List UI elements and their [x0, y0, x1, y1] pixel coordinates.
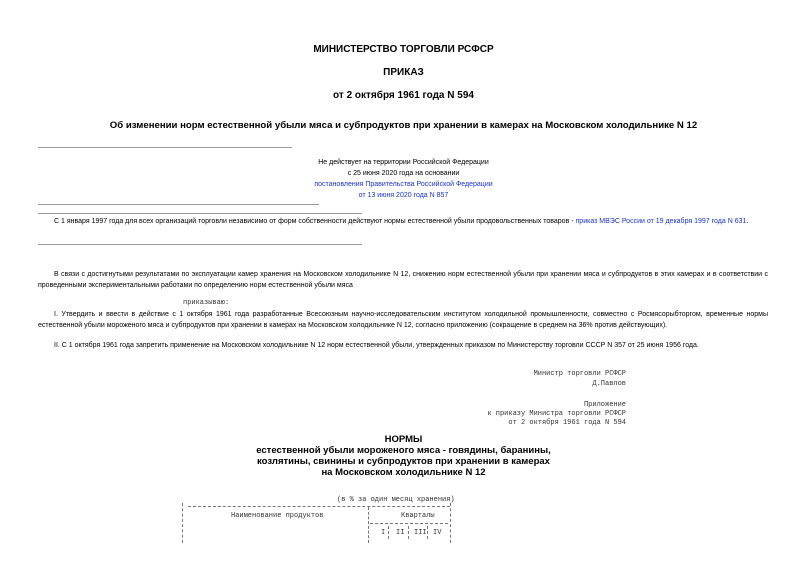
table-left-border [182, 503, 184, 543]
note-text: С 1 января 1997 года для всех организаций торговли независимо от форм собственности действуют нормы естественной убыли продовольственных товаров - [54, 218, 576, 225]
table-header-product: Наименование продуктов [231, 512, 324, 520]
norms-line-3: на Московском холодильнике N 12 [321, 467, 486, 478]
appendix-label: Приложение [583, 401, 626, 409]
quarter-separator [427, 526, 429, 539]
note-end: . [746, 218, 749, 225]
subject-heading: Об изменении норм естественной убыли мяса и субпродуктов при хранении в камерах на Московском холодильнике N 12 [109, 120, 698, 131]
note-paragraph [38, 216, 768, 227]
order-word: приказываю: [183, 299, 230, 307]
unit-note: (в % за один месяц хранения) [337, 496, 455, 504]
quarter-separator [408, 526, 410, 539]
norms-line-1: естественной убыли мороженого мяса - говядины, баранины, [256, 445, 551, 456]
date-heading: от 2 октября 1961 года N 594 [333, 90, 474, 101]
order-item-1: I. Утвердить и ввести в действие с 1 октября 1961 года разработанные Всесоюзным научно-исследовательским институтом холодильной промышленности, совместно с Росмясорыбторгом, временные нормы естественной убыли мороженого мяса и субпродуктов при хранении в камерах на Московском холодильнике N 12, согласно приложению (сокращение в среднем на 36% против действующих). [38, 311, 768, 329]
table-separator [368, 507, 370, 543]
quarters-divider [370, 523, 448, 524]
appendix-ref-1: к приказу Министра торговли РСФСР [487, 410, 626, 418]
quarter-separator [388, 526, 390, 539]
divider [38, 204, 319, 205]
status-link-date[interactable]: от 13 июня 2020 года N 857 [358, 192, 449, 199]
quarter-2: II [396, 529, 405, 537]
order-item-2: II. С 1 октября 1961 года запретить применение на Московском холодильнике N 12 норм естественной убыли, утвержденных приказом по Министерству торговли СССР N 357 от 25 июня 1956 года. [54, 342, 699, 349]
signature-name: Д.Павлов [592, 380, 626, 388]
status-line-2: с 25 июня 2020 года на основании [347, 170, 460, 177]
table-header-quarters: Кварталы [401, 512, 435, 520]
norms-line-2: козлятины, свинины и субпродуктов при хранении в камерах [257, 456, 550, 467]
status-line-1: Не действует на территории Российской Федерации [318, 159, 489, 166]
divider [38, 213, 362, 214]
divider [38, 244, 362, 245]
note-link-order[interactable]: приказ МВЭС России от 19 декабря 1997 года N 631 [575, 218, 747, 225]
ministry-heading: МИНИСТЕРСТВО ТОРГОВЛИ РСФСР [313, 44, 494, 55]
signature-position: Министр торговли РСФСР [533, 370, 626, 378]
quarter-1: I [381, 529, 386, 537]
table-right-border [450, 503, 452, 543]
norms-table [182, 503, 452, 543]
status-link-decree[interactable]: постановления Правительства Российской Федерации [314, 181, 493, 188]
norms-title: НОРМЫ [384, 434, 423, 445]
quarter-3: III [414, 529, 427, 537]
quarter-4: IV [433, 529, 442, 537]
doc-type-heading: ПРИКАЗ [383, 67, 424, 78]
divider [38, 147, 292, 148]
body-paragraph-1: В связи с достигнутыми результатами по эксплуатации камер хранения на Московском холодильнике N 12, снижению норм естественной убыли при хранении мяса и субпродуктов в этих камерах и в соответствии с проведенными экспериментальными работами по определению норм естественной убыли мяса [38, 271, 768, 289]
table-top-border [188, 506, 450, 507]
appendix-ref-2: от 2 октября 1961 года N 594 [508, 419, 626, 427]
